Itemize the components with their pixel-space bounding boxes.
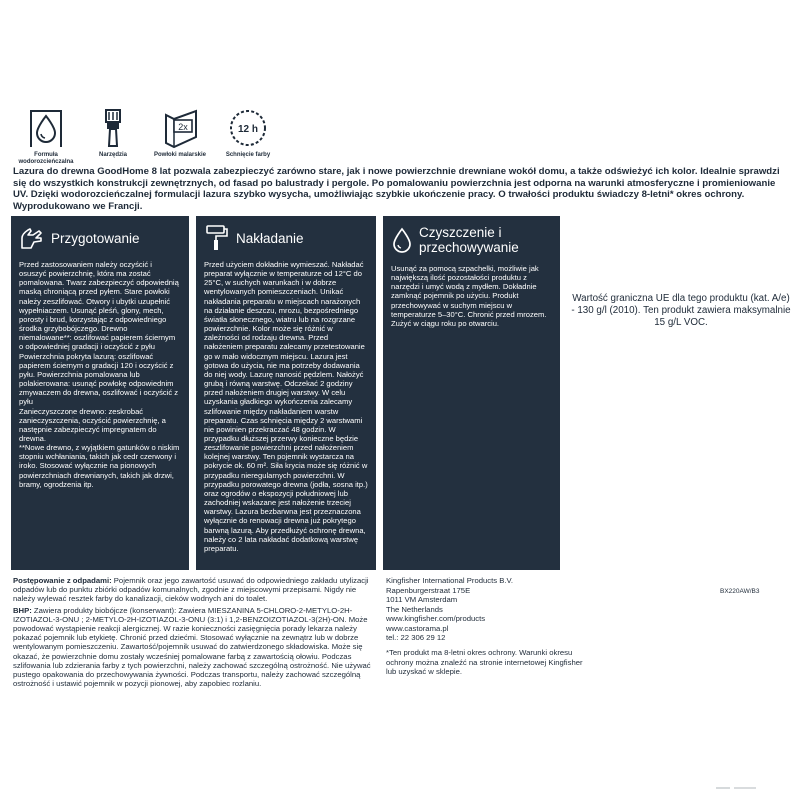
address-line: Rapenburgerstraat 175E [386,585,471,595]
coats-badge: 2x [178,122,188,132]
drying-badge: 12 h [237,124,259,135]
feature-water-based [12,107,80,166]
bhp-text: Zawiera produkty biobójcze (konserwant): Zawiera MIESZANINA 5-CHLORO-2-METYLO-2H-IZOTIAZOL-3-ONU ; 2-METYLO-2H-IZOTIAZOL-3-ONU (3:1) i 1,2-BENZOIZOTIAZOL-3(2H)-ON. Może powodować wystąpienie reakcji alergicznej. W razie konieczności zasięgnięcia porady lekarza należy pokazać pojemnik lub etykietę. Chronić przed dziećmi. Stosować wyłącznie na zewnątrz lub w dobrze wentylowanym pomieszczeniu. Zawartość/pojemnik usuwać do zatwierdzonego składowiska. Może się okazać, że powierzchnie domu zostały wcześniej pomalowane farbą z zawartością ołowiu. Podczas szlifowania lub zdzierania farby z tych powierzchni, należy zachować szczególną ostrożność. Nie używać pustego opakowania do przechowywania żywności. Podczas transportu, należy zachować szczególną ostrożność i ustawić pojemnik w pozycji pionowej, aby zapobiec rozlaniu. [13,605,371,689]
panel-application [196,216,376,570]
panel-header [204,222,368,254]
feature-caption: Formuła wodorozcieńczalna [18,152,74,165]
company-address [386,576,586,643]
panel-paragraph: Zanieczyszczone drewno: zeskrobać zanieczyszczenia, oczyścić powierzchnię, a następnie zabezpieczyć impregnatem do drewna. [19,406,166,443]
panel-body [204,260,368,553]
panel-paragraph: **Nowe drewno, z wyjątkiem gatunków o niskim stopniu wchłaniania, takich jak cedr czerwony i iroko. Stosować wyłącznie na pionowych powierzchniach drewnianych, takich jak drzwi, bramy, ogrodzenia itp. [19,443,180,489]
bhp-paragraph [13,606,379,689]
product-code: BX220AW/B3 [720,588,760,595]
water-drop-icon [391,226,413,254]
panel-title: Czyszczenie i przechowywanie [419,225,519,255]
website-link[interactable]: www.castorama.pl [386,623,449,633]
panel-body [19,260,181,489]
waste-text: Pojemnik oraz jego zawartość usuwać do odpowiedniego zakładu utylizacji odpadów lub do punktu zbiórki odpadów komunalnych, zgodnie z miejscowymi przepisami. Nigdy nie należy wylewać resztek farby do kanalizacji, cieków wodnych ani do toalet. [13,576,369,604]
safety-section [13,576,379,690]
panel-preparation [11,216,189,570]
product-description: Lazura do drewna GoodHome 8 lat pozwala zabezpieczyć zarówno stare, jak i nowe powierzchnie drewniane wokół domu, a także odświeżyć ich kolor. Idealnie sprawdzi się do wszystkich konstrukcji zewnętrznych, od fasad po balustrady i pergole. Po pomalowaniu powierzchnia jest odporna na warunki atmosferyczne i promieniowanie UV. Dzięki wodorozcieńczalnej formulacji lazura szybko wysycha, umożliwiając szybkie ukończenie pracy. O trwałości produktu świadczy 8-letni* okres ochrony. Wyprodukowano we Francji. [13,166,780,212]
bhp-label: BHP: [13,605,32,615]
panel-header [19,222,181,254]
voc-limit-info: Wartość graniczna UE dla tego produktu (kat. A/e) - 130 g/l (2010). Ten produkt zawiera maksymalnie 15 g/L VOC. [571,293,791,328]
waste-label: Postępowanie z odpadami: [13,576,112,585]
feature-caption: Schnięcie farby [225,152,271,158]
water-drop-icon [25,107,67,149]
feature-coats [146,107,214,166]
feature-tools [80,107,146,166]
panel-paragraph: Powierzchnia pokryta lazurą: oszlifować papierem ściernym o gradacji 120 i oczyścić z pyłu. Powierzchnia pomalowana lub polakierowana: usunąć powłokę odpowiednim zmywaczem do drewna, oszlifować i oczyścić z pyłu [19,351,179,407]
panel-cleaning-storage [383,216,560,570]
address-line: 1011 VM Amsterdam [386,595,458,604]
panel-body [391,264,552,328]
coats-icon [159,107,201,149]
feature-icons-row [12,107,282,166]
brush-icon [92,107,134,149]
address-line: Kingfisher International Products B.V. [386,576,514,585]
panel-title: Przygotowanie [51,230,140,246]
paint-roller-icon [204,224,230,252]
phone-number: tel.: 22 306 29 12 [386,633,446,642]
feature-drying [214,107,282,166]
panel-paragraph: Usunąć za pomocą szpachelki, możliwie jak największą ilość pozostałości produktu z narzędzi i umyć wodą z mydłem. Dokładnie zamknąć pojemnik po użyciu. Produkt przechowywać w suchym miejscu w temperaturze 5–30°C. Chronić przed mrozem. Zużyć w ciągu roku po otwarciu. [391,264,547,328]
feature-caption: Powłoki malarskie [153,152,207,158]
address-line: The Netherlands [386,604,443,614]
panel-paragraph: Przed zastosowaniem należy oczyścić i osuszyć powierzchnię, która ma zostać pomalowana. Twarz zabezpieczyć odpowiednią maską chroniącą przed pyłem. Stare powłoki należy zeszlifować. Otwory i ubytki uzupełnić wypełniaczem. Usunąć pleśń, glony, mech, porosty i brud, korzystając z odpowiedniego środka grzybobójczego. Drewno niemalowane**: oszlifować papierem ściernym o odpowiedniej gradacji i oczyścić z pyłu [19,260,179,352]
hands-icon [19,224,45,252]
panel-paragraph: Przed użyciem dokładnie wymieszać. Nakładać preparat wyłącznie w temperaturze od 12°C do 25°C, w suchych warunkach i w dobrze wentylowanych pomieszczeniach. Unikać nakładania preparatu w miejscach narażonych na działanie deszczu, mrozu, bezpośredniego światła słonecznego, wiatru lub na rozgrzane powierzchnie. Kolor może się różnić w zależności od rodzaju drewna. Przed nałożeniem preparatu zalecamy przetestowanie go w mało widocznym miejscu. Lazura jest gotowa do użycia, nie ma potrzeby dodawania do niej wody. Lazurę nanosić pędzlem. Nałożyć grubą i równą warstwę. Odczekać 2 godziny przed nałożeniem drugiej warstwy. W celu uzyskania gładkiego wykończenia zalecamy szlifowanie między nakładaniem warstw preparatu. Czas schnięcia między 2 warstwami nie powinien przekraczać 48 godzin. W przypadku dłuższej przerwy konieczne będzie zeszlifowanie powierzchni przed nałożeniem kolejnej warstwy. Ten pojemnik wystarcza na pokrycie ok. 60 m². Siła krycia może się różnić w przypadku nieregularnych powierzchni. W przypadku porowatego drewna (jodła, sosna itp.) oraz ogrodów o ekspozycji południowej lub zachodniej wskazane jest nałożenie trzeciej warstwy. Lazura bezbarwna jest przeznaczona wyłącznie do renowacji drewna już pokrytego barwną lazurą. Aby przedłużyć ochronę drewna, należy co 2 lata nakładać dodatkową warstwę preparatu. [204,260,368,553]
clock-icon [227,107,269,149]
panel-title: Nakładanie [236,230,304,246]
warranty-note: *Ten produkt ma 8-letni okres ochrony. Warunki okresu ochrony można znaleźć na stronie internetowej Kingfisher lub uzyskać w sklepie. [386,648,583,676]
panel-header [391,222,552,258]
website-link[interactable]: www.kingfisher.com/products [386,614,486,623]
feature-caption: Narzędzia [98,152,127,158]
waste-paragraph [13,576,379,604]
crop-mark [716,786,756,790]
